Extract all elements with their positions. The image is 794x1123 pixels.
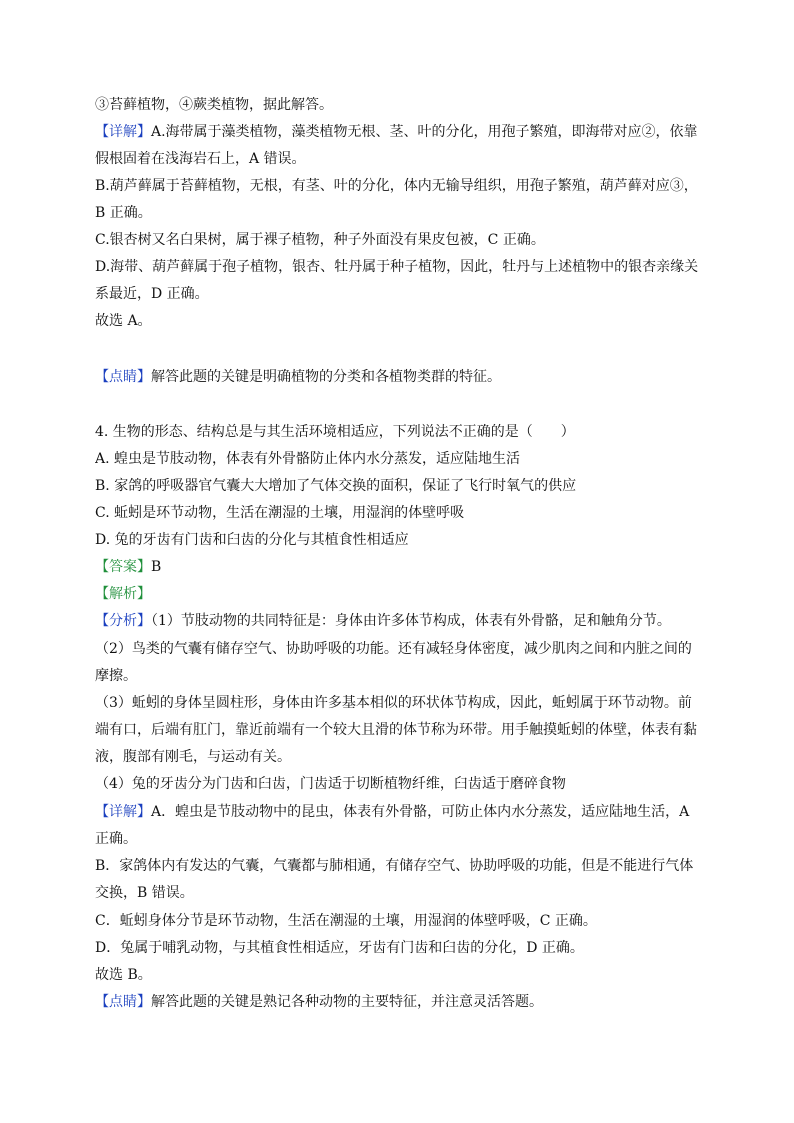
q4-analysis-line: （2）鸟类的气囊有储存空气、协助呼吸的功能。还有减轻身体密度，减少肌肉之间和内脏之间的 [95,641,692,657]
q3-detail-line: C.银杏树又名白果树，属于裸子植物，种子外面没有果皮包被，C 正确。 [95,232,545,248]
q4-analysis-line: （3）蚯蚓的身体呈圆柱形，身体由许多基本相似的环状体节构成，因此，蚯蚓属于环节动物。前 [95,695,692,711]
tip-label: 【点睛】 [95,994,151,1010]
q3-detail-line: 系最近，D 正确。 [95,286,209,302]
q4-detail-line: B．家鸽体内有发达的气囊，气囊都与肺相通，有储存空气、协助呼吸的功能，但是不能进行气体 [95,858,694,874]
q4-detail-line: 交换，B 错误。 [95,885,194,901]
detail-label: 【详解】 [95,804,151,820]
q4-answer: 【答案】B [95,559,162,575]
q4-detail-line: 正确。 [95,831,137,847]
detail-label: 【详解】 [95,124,151,140]
q4-option-a: A. 蝗虫是节肢动物，体表有外骨骼防止体内水分蒸发，适应陆地生活 [95,451,521,467]
q4-analysis-line: 端有口，后端有肛门，靠近前端有一个较大且滑的体节称为环带。用手触摸蚯蚓的体壁，体表有黏 [95,722,697,738]
q3-detail-line: 【详解】A.海带属于藻类植物，藻类植物无根、茎、叶的分化，用孢子繁殖，即海带对应②，依靠 [95,124,698,140]
q3-detail-line: 假根固着在浅海岩石上，A 错误。 [95,151,306,167]
q3-detail-line: D.海带、葫芦藓属于孢子植物，银杏、牡丹属于种子植物，因此，牡丹与上述植物中的银杏亲缘关 [95,259,699,275]
q4-option-d: D. 兔的牙齿有门齿和臼齿的分化与其植食性相适应 [95,532,409,548]
q4-tip: 【点睛】解答此题的关键是熟记各种动物的主要特征，并注意灵活答题。 [95,994,543,1010]
q3-tip: 【点睛】解答此题的关键是明确植物的分类和各植物类群的特征。 [95,369,501,385]
analysis-sub-label: 【分析】 [95,613,151,629]
q3-detail-line: B 正确。 [95,205,152,221]
q4-analysis-line: 【分析】（1）节肢动物的共同特征是：身体由许多体节构成，体表有外骨骼，足和触角分节。 [95,613,671,629]
q3-detail-line: B.葫芦藓属于苔藓植物，无根，有茎、叶的分化，体内无输导组织，用孢子繁殖，葫芦藓对应③， [95,178,698,194]
q4-question: 4. 生物的形态、结构总是与其生活环境相适应，下列说法不正确的是（ ） [95,424,575,440]
q4-analysis-line: 摩擦。 [95,668,137,684]
q4-analysis-line: 液，腹部有刚毛，与运动有关。 [95,749,291,765]
q3-choose: 故选 A。 [95,313,152,329]
analysis-label: 【解析】 [95,586,151,602]
q3-analysis-tail: ③苔藓植物，④蕨类植物，据此解答。 [95,97,333,113]
answer-label: 【答案】 [95,559,151,575]
q4-option-c: C. 蚯蚓是环节动物，生活在潮湿的土壤，用湿润的体壁呼吸 [95,505,465,521]
tip-label: 【点睛】 [95,369,151,385]
q4-detail-line: C．蚯蚓身体分节是环节动物，生活在潮湿的土壤，用湿润的体壁呼吸，C 正确。 [95,913,597,929]
q4-choose: 故选 B。 [95,967,152,983]
q4-analysis-line: （4）兔的牙齿分为门齿和臼齿，门齿适于切断植物纤维，臼齿适于磨碎食物 [95,776,566,792]
q4-analysis-heading [95,585,705,603]
q4-option-b: B. 家鸽的呼吸器官气囊大大增加了气体交换的面积，保证了飞行时氧气的供应 [95,478,577,494]
q4-detail-line: 【详解】A．蝗虫是节肢动物中的昆虫，体表有外骨骼，可防止体内水分蒸发，适应陆地生活，A [95,804,690,820]
q4-detail-line: D．兔属于哺乳动物，与其植食性相适应，牙齿有门齿和臼齿的分化，D 正确。 [95,940,584,956]
